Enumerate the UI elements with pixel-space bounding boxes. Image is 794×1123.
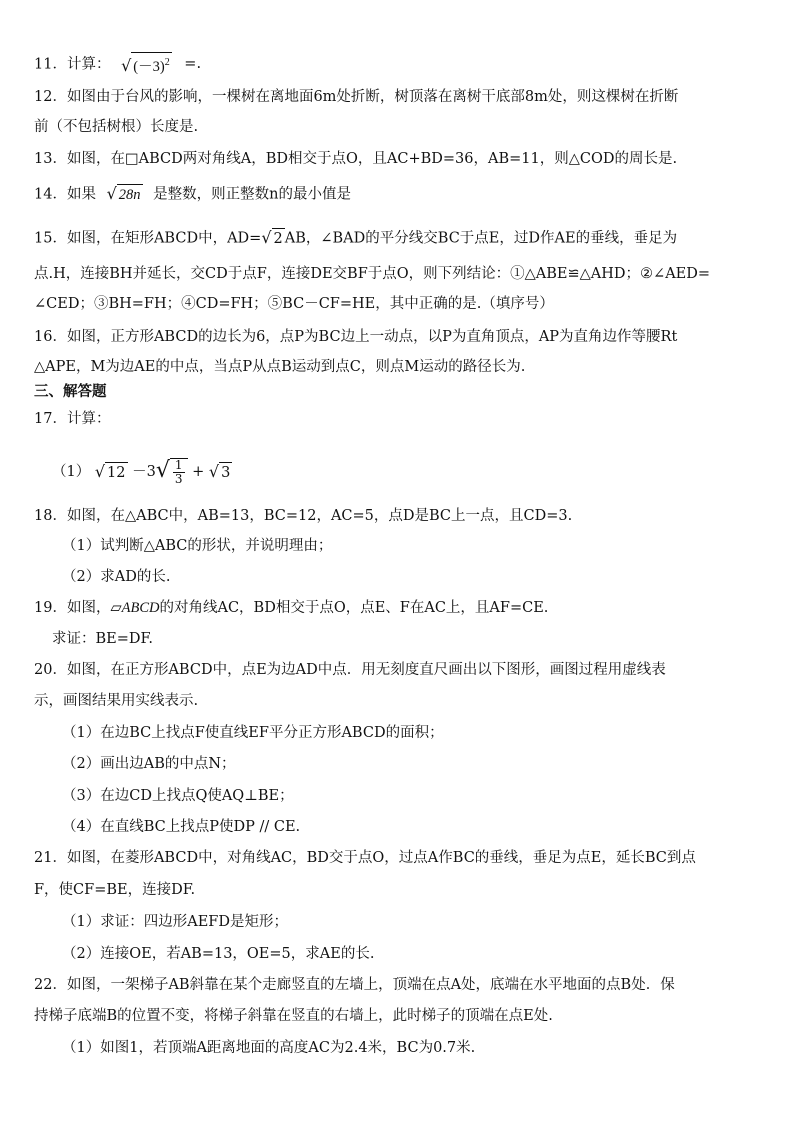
q14-radicand: 28n xyxy=(117,184,143,205)
question-12-line2: 前（不包括树根）长度是. xyxy=(34,119,199,135)
q17-sqrt-frac: √ $\frac{1}{3}$ xyxy=(156,458,188,486)
question-12-line1: 12．如图由于台风的影响，一棵树在离地面6m处折断，树顶落在离树干底部8m处，则这棵树在折断 xyxy=(34,89,679,105)
section-heading: 三、解答题 xyxy=(34,384,107,400)
question-15-line3: ∠CED；③BH=FH；④CD=FH；⑤BC－CF=HE，其中正确的是.（填序号） xyxy=(34,296,554,312)
question-20-part1: （1）在边BC上找点F使直线EF平分正方形ABCD的面积； xyxy=(62,725,444,741)
question-20-line1: 20．如图，在正方形ABCD中，点E为边AD中点．用无刻度直尺画出以下图形，画图过程用虚线表 xyxy=(34,662,666,678)
q11-suffix: =. xyxy=(184,56,202,73)
question-15-line2: 点.H，连接BH并延长，交CD于点F，连接DE交BF于点O，则下列结论：①△ABE≌△AHD；②∠AED= xyxy=(34,266,711,282)
question-19-proof: 求证：BE=DF. xyxy=(52,631,153,647)
question-20-part4: （4）在直线BC上找点P使DP // CE. xyxy=(62,819,301,835)
q17-sqrt3: √ 3 xyxy=(208,461,231,481)
q17-sqrt12: √ 12 xyxy=(94,461,126,481)
q17-frac-num: 1 xyxy=(174,458,183,472)
q17-minus: －3 xyxy=(132,464,156,480)
question-16-line2: △APE，M为边AE的中点，当点P从点B运动到点C，则点M运动的路径长为. xyxy=(34,359,526,375)
question-20-part2: （2）画出边AB的中点N； xyxy=(62,756,236,772)
q19-parallelogram: ▱ABCD xyxy=(110,600,160,616)
question-17-title: 17．计算： xyxy=(34,411,111,427)
q14-sqrt: √ 28n xyxy=(106,184,141,203)
question-20-part3: （3）在边CD上找点Q使AQ⊥BE； xyxy=(62,788,294,804)
question-21-line2: F，使CF=BE，连接DF. xyxy=(34,882,196,898)
question-16-line1: 16．如图，正方形ABCD的边长为6，点P为BC边上一动点，以P为直角顶点，AP为直角边作等腰Rt xyxy=(34,329,678,345)
q17-radicand-3: 3 xyxy=(219,462,232,483)
question-22-part1: （1）如图1，若顶端A距离地面的高度AC为2.4米，BC为0.7米. xyxy=(62,1040,476,1056)
q17-fraction xyxy=(173,459,185,486)
q11-prefix: 11．计算： xyxy=(34,56,111,73)
question-18: 18．如图，在△ABC中，AB=13，BC=12，AC=5，点D是BC上一点，且CD=3. xyxy=(34,508,573,524)
q11-radicand: (－3) xyxy=(133,58,165,75)
q15-sqrt2: √ 2 xyxy=(261,228,283,247)
question-17-part1 xyxy=(52,458,232,486)
q11-exponent: 2 xyxy=(164,57,170,68)
question-14 xyxy=(34,184,351,205)
question-19 xyxy=(34,598,548,618)
q11-sqrt: √ $(-3)^2$ xyxy=(121,52,172,77)
question-11 xyxy=(34,52,201,77)
q17-radicand-12: 12 xyxy=(105,462,127,483)
question-22-line1: 22．如图，一架梯子AB斜靠在某个走廊竖直的左墙上，顶端在点A处，底端在水平地面的点B处．保 xyxy=(34,977,675,993)
q19-prefix: 19．如图， xyxy=(34,600,111,616)
q14-suffix: 是整数，则正整数n的最小值是 xyxy=(153,186,351,203)
q17-part-label: （1） xyxy=(52,464,91,480)
question-21-line1: 21．如图，在菱形ABCD中，对角线AC，BD交于点O，过点A作BC的垂线，垂足为点E，延长BC到点 xyxy=(34,850,696,866)
q14-prefix: 14．如果 xyxy=(34,186,96,203)
q17-frac-den: 3 xyxy=(174,472,183,486)
question-21-part1: （1）求证：四边形AEFD是矩形； xyxy=(62,914,288,930)
question-21-part2: （2）连接OE，若AB=13，OE=5，求AE的长. xyxy=(62,946,375,962)
question-15-line1 xyxy=(34,228,677,249)
question-20-line2: 示，画图结果用实线表示. xyxy=(34,693,199,709)
question-22-line2: 持梯子底端B的位置不变，将梯子斜靠在竖直的右墙上，此时梯子的顶端在点E处. xyxy=(34,1008,553,1024)
question-18-part2: （2）求AD的长. xyxy=(62,569,171,585)
q15-text-b: AB，∠BAD的平分线交BC于点E，过D作AE的垂线，垂足为 xyxy=(284,230,678,247)
q19-rest: 的对角线AC，BD相交于点O，点E、F在AC上，且AF=CE. xyxy=(159,600,549,616)
question-13: 13．如图，在□ABCD两对角线A，BD相交于点O，且AC+BD=36，AB=11，则△COD的周长是. xyxy=(34,151,678,167)
q15-radicand: 2 xyxy=(272,228,285,249)
question-18-part1: （1）试判断△ABC的形状，并说明理由； xyxy=(62,538,333,554)
q15-text-a: 15．如图，在矩形ABCD中，AD= xyxy=(34,230,262,247)
q17-plus: + xyxy=(192,464,205,480)
